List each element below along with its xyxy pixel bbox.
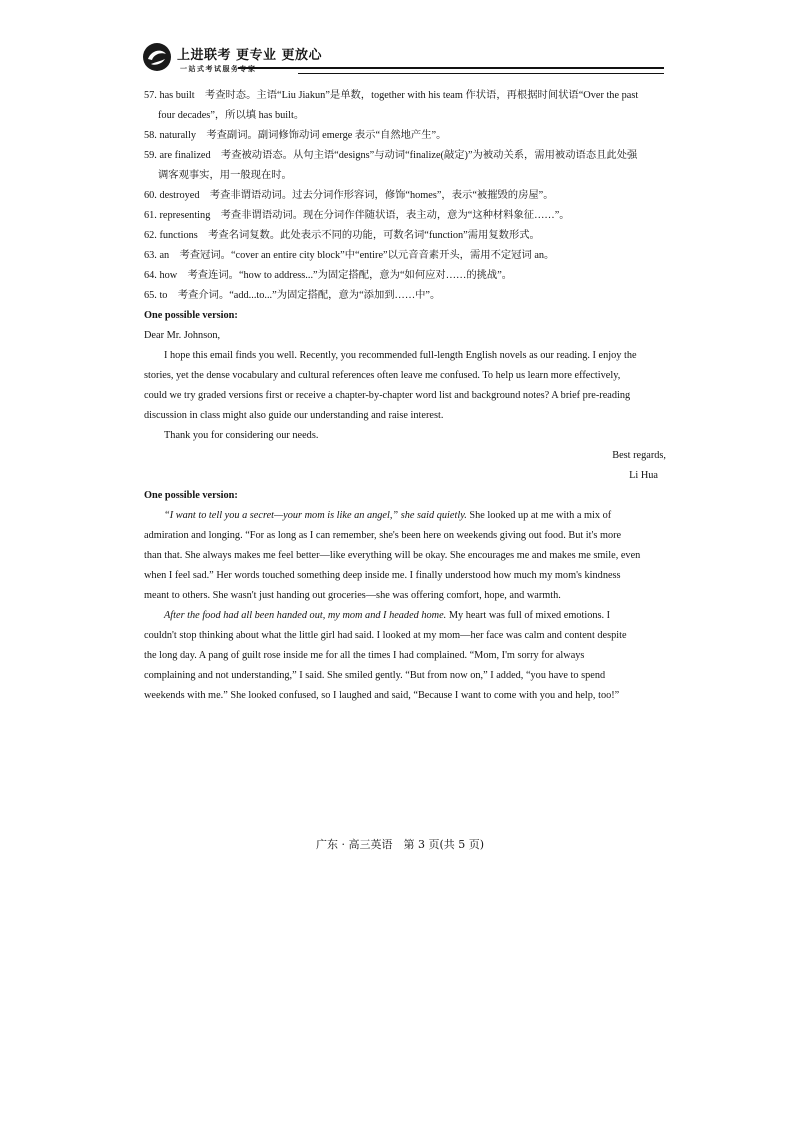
story-p1-line-1-rest: She looked up at me with a mix of xyxy=(466,510,612,521)
brand-logo-icon xyxy=(142,42,172,72)
story-p1-opening: “I want to tell you a secret—your mom is like an angel,” she said quietly. xyxy=(164,510,467,521)
answer-59: 59. are finalized 考查被动语态。从句主语“designs”与动词“finalize(敲定)”为被动关系，需用被动语态且此处强 xyxy=(144,150,638,161)
answer-key xyxy=(144,86,666,306)
letter-closing: Best regards, xyxy=(612,450,666,461)
brand-name: 上进联考 更专业 更放心 xyxy=(177,48,323,63)
story-p2-line-5: weekends with me.” She looked confused, so I laughed and said, “Because I want to come with you and help, too!” xyxy=(144,690,620,701)
story-p2-line-3: the long day. A pang of guilt rose inside me for all the times I had complained. “Mom, I'm sorry for always xyxy=(144,650,585,661)
letter-heading: One possible version: xyxy=(144,310,238,321)
story-heading: One possible version: xyxy=(144,490,238,501)
letter-signature: Li Hua xyxy=(629,470,658,481)
story-p1-line-4: when I feel sad.” Her words touched something deep inside me. I finally understood how much my mom's kindness xyxy=(144,570,621,581)
header-rule-thin xyxy=(298,73,664,74)
page-header xyxy=(142,38,664,82)
story-p2-line-1 xyxy=(144,606,666,626)
answer-57: 57. has built 考查时态。主语“Liu Jiakun”是单数，together with his team 作状语，再根据时间状语“Over the past xyxy=(144,90,639,101)
answer-62: 62. functions 考查名词复数。此处表示不同的功能，可数名词“function”需用复数形式。 xyxy=(144,230,540,241)
letter-line-1: I hope this email finds you well. Recently, you recommended full-length English novels as our reading. I enjoy the xyxy=(164,350,637,361)
answer-58: 58. naturally 考查副词。副词修饰动词 emerge 表示“自然地产生”。 xyxy=(144,130,447,141)
story-p1-line-5: meant to others. She wasn't just handing out groceries—she was offering comfort, hope, and warmth. xyxy=(144,590,561,601)
answer-60: 60. destroyed 考查非谓语动词。过去分词作形容词，修饰“homes”，表示“被摧毁的房屋”。 xyxy=(144,190,554,201)
letter-line-4: discussion in class might also guide our understanding and raise interest. xyxy=(144,410,444,421)
page-footer: 广东 · 高三英语 第 3 页(共 5 页) xyxy=(315,838,485,851)
answer-63: 63. an 考查冠词。“cover an entire city block”中“entire”以元音音素开头，需用不定冠词 an。 xyxy=(144,250,555,261)
answer-57-cont: four decades”，所以填 has built。 xyxy=(158,110,305,121)
letter-line-2: stories, yet the dense vocabulary and cultural references often leave me confused. To help us learn more effectively, xyxy=(144,370,621,381)
story-p2-line-1-rest: My heart was full of mixed emotions. I xyxy=(446,610,611,621)
story-p2-opening: After the food had all been handed out, my mom and I headed home. xyxy=(164,610,447,621)
story-p1-line-3: than that. She always makes me feel better—like everything will be okay. She encourages me and makes me smile, even xyxy=(144,550,641,561)
page-content xyxy=(144,86,666,706)
brand-tagline: 一站式考试服务专家 xyxy=(180,65,257,73)
answer-59-cont: 调客观事实，用一般现在时。 xyxy=(158,170,292,181)
answer-64: 64. how 考查连词。“how to address...”为固定搭配，意为“如何应对……的挑战”。 xyxy=(144,270,513,281)
writing-story xyxy=(144,486,666,706)
answer-61: 61. representing 考查非谓语动词。现在分词作伴随状语，表主动，意为“这种材料象征……”。 xyxy=(144,210,570,221)
story-p2-line-4: complaining and not understanding,” I said. She smiled gently. “But from now on,” I added, “you have to spend xyxy=(144,670,606,681)
story-p1-line-2: admiration and longing. “For as long as I can remember, she's been here on weekends giving out food. But it's more xyxy=(144,530,622,541)
answer-65: 65. to 考查介词。“add...to...”为固定搭配，意为“添加到……中”。 xyxy=(144,290,441,301)
letter-line-3: could we try graded versions first or receive a chapter-by-chapter word list and background notes? A brief pre-reading xyxy=(144,390,631,401)
writing-letter xyxy=(144,306,666,486)
letter-salutation: Dear Mr. Johnson, xyxy=(144,330,221,341)
story-p1-line-1 xyxy=(144,506,666,526)
header-rule xyxy=(238,67,664,69)
story-p2-line-2: couldn't stop thinking about what the little girl had said. I looked at my mom—her face was calm and content despite xyxy=(144,630,627,641)
letter-thanks: Thank you for considering our needs. xyxy=(164,430,319,441)
